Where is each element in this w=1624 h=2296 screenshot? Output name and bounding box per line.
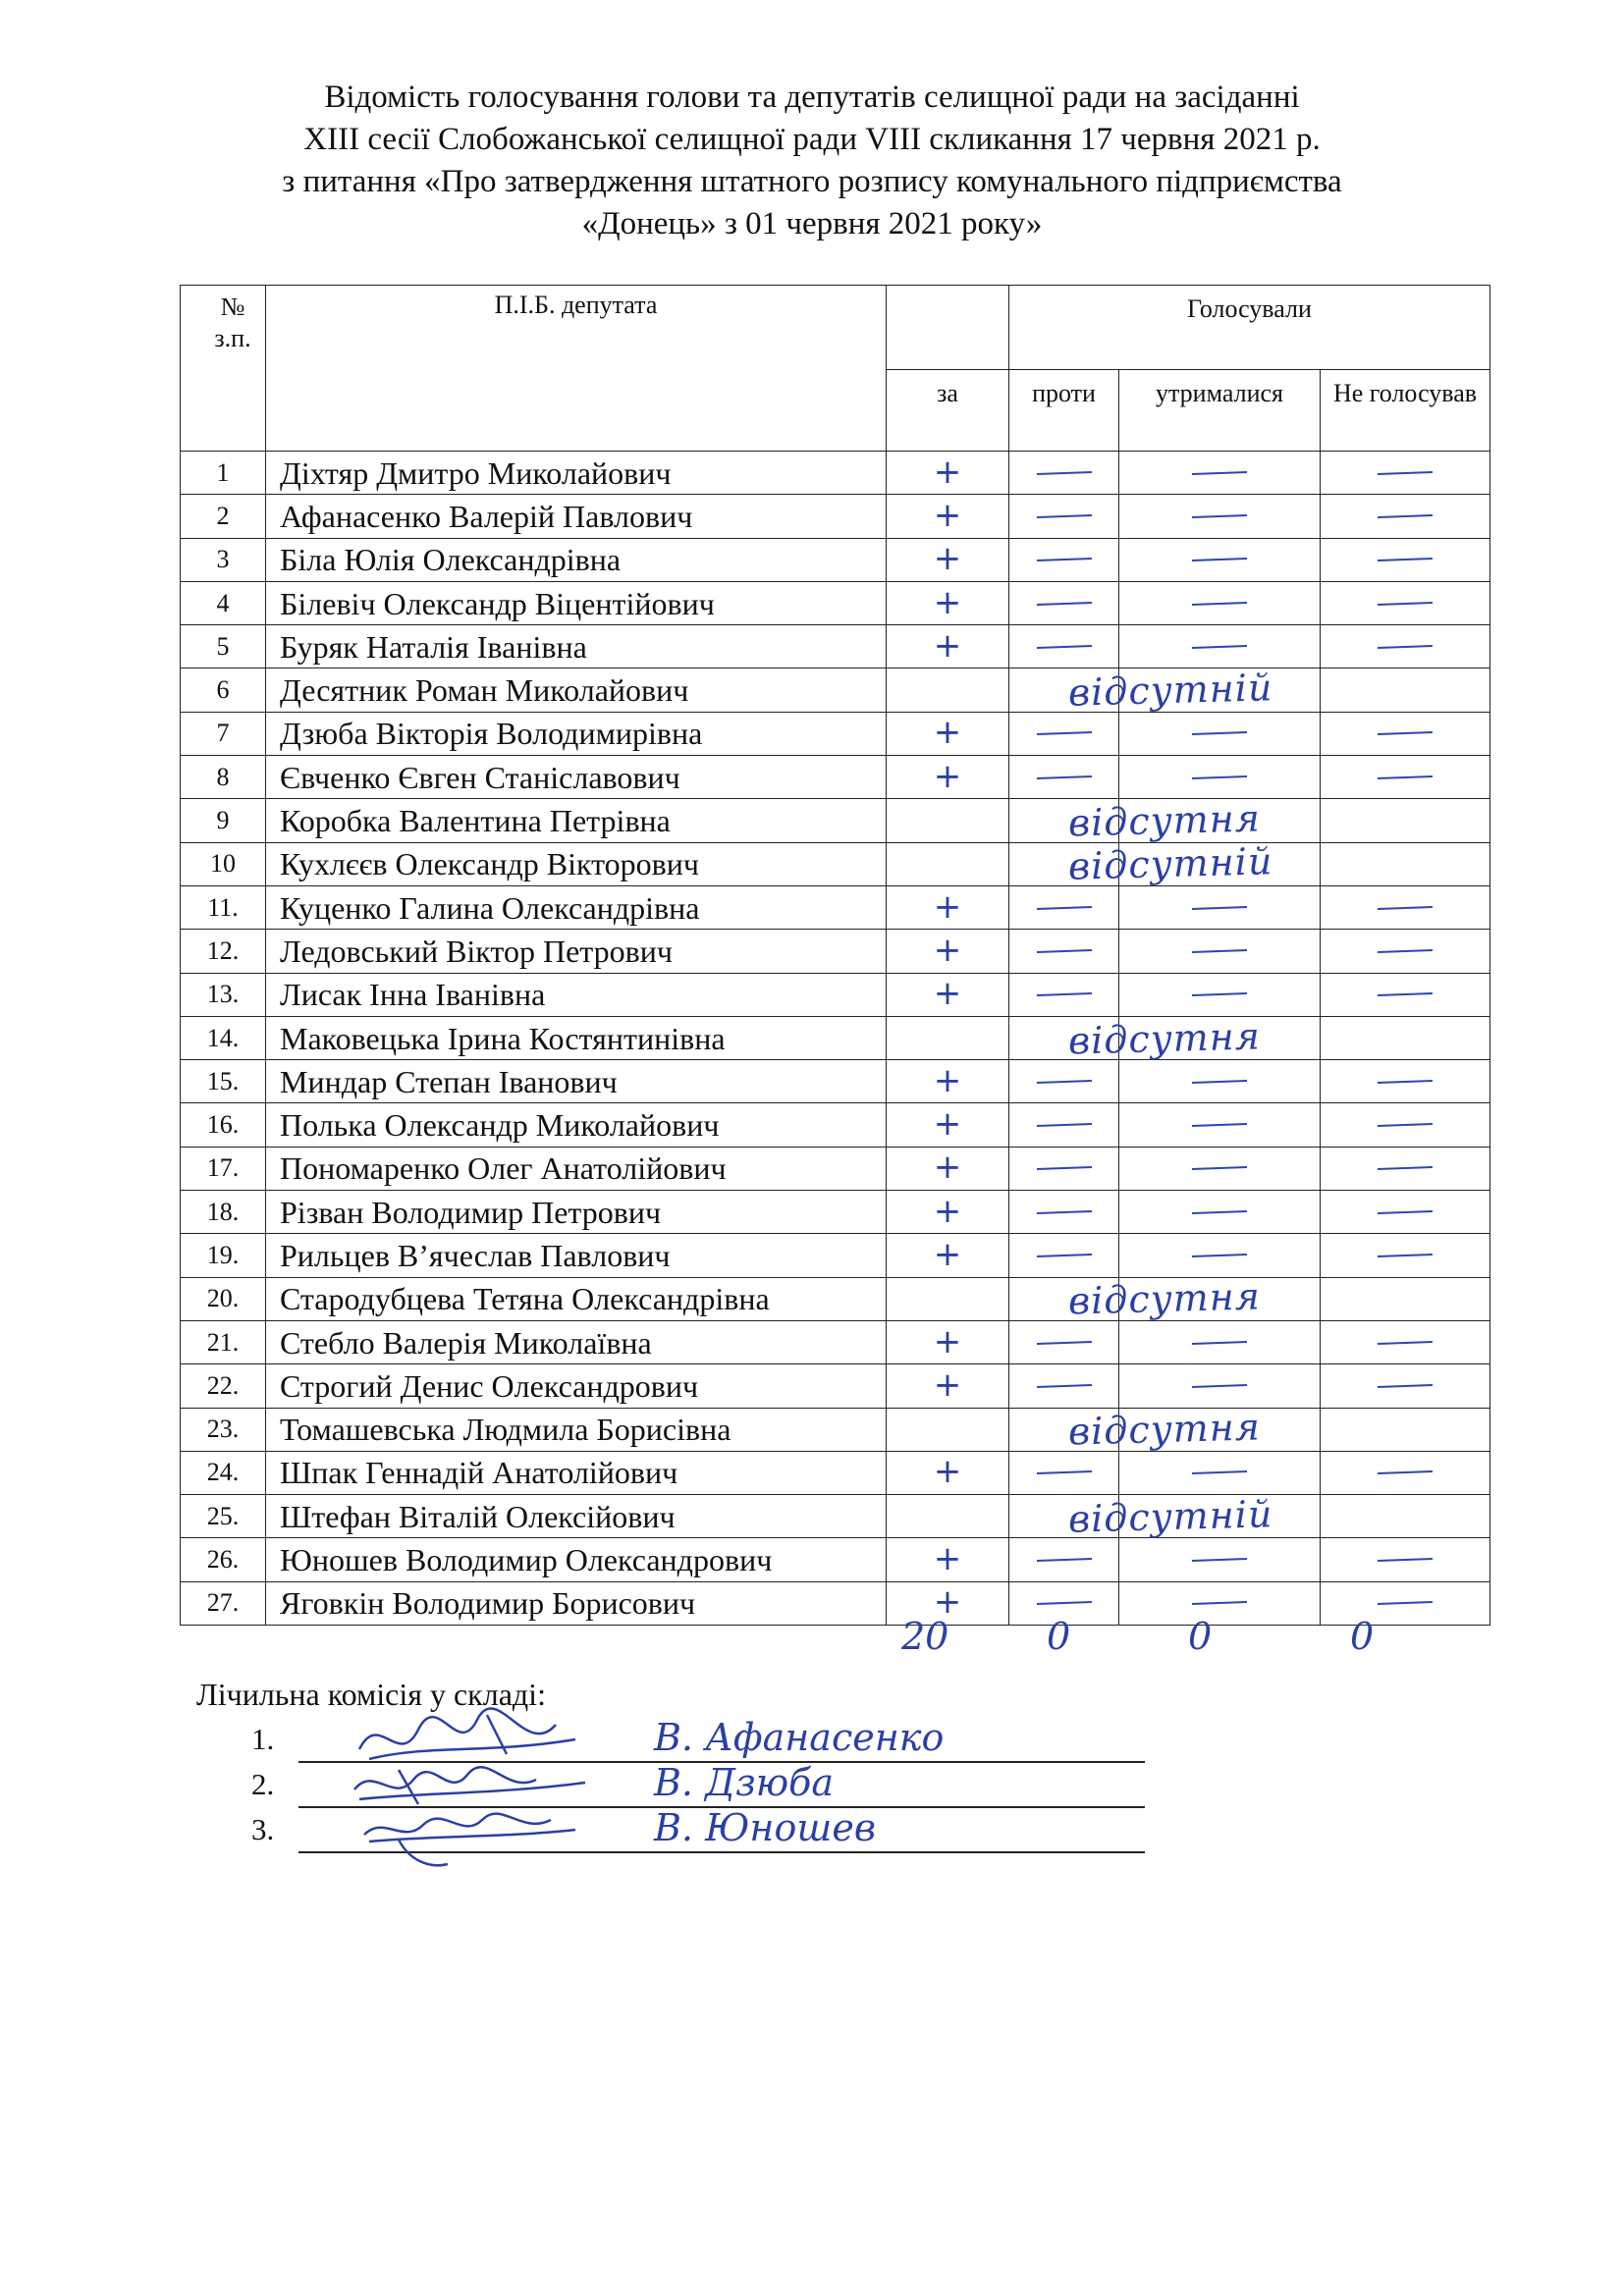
vote-ne-holosuvav-cell (1321, 668, 1490, 712)
vote-dash-mark (1192, 514, 1247, 518)
row-number: 13. (181, 973, 266, 1016)
vote-dash-mark (1378, 1470, 1433, 1474)
totals-row (0, 1615, 1624, 1674)
table-row (181, 842, 1490, 885)
table-row (181, 495, 1490, 538)
vote-dash-mark (1192, 645, 1247, 649)
deputy-name: Біла Юлія Олександрівна (266, 538, 887, 581)
table-row (181, 1060, 1490, 1103)
deputy-name: Десятник Роман Миколайович (266, 668, 887, 712)
total-za: 20 (901, 1615, 949, 1658)
header-ne-holosuvav: Не голосував (1321, 370, 1490, 452)
vote-dash-mark (1378, 645, 1433, 649)
vote-proty-cell (1009, 1538, 1119, 1581)
title-line-4: «Донець» з 01 червня 2021 року» (581, 206, 1043, 241)
vote-dash-mark (1036, 1166, 1091, 1170)
row-number: 6 (181, 668, 266, 712)
vote-dash-mark (1192, 602, 1247, 606)
vote-dash-mark (1378, 992, 1433, 996)
deputy-name: Євченко Євген Станіславович (266, 756, 887, 799)
deputy-name: Білевіч Олександр Віцентійович (266, 581, 887, 624)
vote-proty-cell (1009, 1274, 1262, 1323)
commission-label: Лічильна комісія у складі: (196, 1677, 546, 1712)
table-row (181, 668, 1490, 712)
vote-za-cell (887, 712, 1009, 755)
vote-plus-mark: + (933, 1191, 962, 1231)
vote-dash-mark (1192, 1210, 1247, 1214)
header-number: № з.п. (181, 286, 266, 452)
vote-proty-cell (1009, 1405, 1262, 1454)
vote-proty-cell (1009, 885, 1119, 929)
commission-member (251, 1806, 1145, 1855)
vote-dash-mark (1192, 1080, 1247, 1084)
vote-dash-mark (1036, 1558, 1091, 1562)
vote-za-cell (887, 1147, 1009, 1190)
table-row (181, 1234, 1490, 1277)
vote-za-cell (887, 1060, 1009, 1103)
vote-proty-cell (1009, 495, 1119, 538)
member-number: 1. (251, 1722, 275, 1756)
vote-za-cell (887, 1234, 1009, 1277)
vote-ne-cell (1321, 1103, 1490, 1147)
vote-proty-cell (1009, 1060, 1119, 1103)
vote-za-cell (887, 1277, 1009, 1320)
vote-proty-cell (1009, 452, 1119, 495)
member-number: 2. (251, 1767, 275, 1801)
row-number: 3 (181, 538, 266, 581)
deputy-name: Кухлєєв Олександр Вікторович (266, 842, 887, 885)
vote-utrym-cell (1119, 1364, 1321, 1408)
table-row (181, 930, 1490, 973)
header-name: П.І.Б. депутата (266, 286, 887, 452)
table-row (181, 1364, 1490, 1408)
signature-scribble (340, 1790, 634, 1879)
vote-dash-mark (1036, 906, 1091, 910)
vote-proty-cell (1009, 581, 1119, 624)
vote-plus-mark: + (933, 756, 962, 796)
deputy-name: Рильцев В’ячеслав Павлович (266, 1234, 887, 1277)
row-number: 11. (181, 885, 266, 929)
vote-plus-mark: + (933, 452, 962, 492)
vote-utrym-cell (1119, 1320, 1321, 1363)
vote-dash-mark (1036, 1470, 1091, 1474)
row-number: 8 (181, 756, 266, 799)
vote-utrym-cell (1119, 756, 1321, 799)
vote-za-cell (887, 842, 1009, 885)
vote-za-cell (887, 625, 1009, 668)
vote-ne-cell (1321, 1538, 1490, 1581)
vote-ne-cell (1321, 1320, 1490, 1363)
vote-ne-cell (1321, 1060, 1490, 1103)
vote-dash-mark (1192, 471, 1247, 475)
deputy-name: Лисак Інна Іванівна (266, 973, 887, 1016)
deputy-name: Юношев Володимир Олександрович (266, 1538, 887, 1581)
vote-ne-cell (1321, 495, 1490, 538)
header-voted: Голосували (1009, 286, 1490, 370)
table-row (181, 581, 1490, 624)
vote-utrym-cell (1119, 1103, 1321, 1147)
table-row (181, 756, 1490, 799)
vote-dash-mark (1378, 471, 1433, 475)
absent-note: відсутня (1067, 1274, 1262, 1323)
absent-note: відсутній (1067, 666, 1273, 715)
vote-proty-cell (1009, 1492, 1273, 1541)
deputy-name: Строгий Денис Олександрович (266, 1364, 887, 1408)
vote-za-cell (887, 1016, 1009, 1059)
vote-za-cell (887, 1320, 1009, 1363)
row-number: 7 (181, 712, 266, 755)
deputy-name: Полька Олександр Миколайович (266, 1103, 887, 1147)
vote-dash-mark (1378, 949, 1433, 953)
vote-za-cell (887, 538, 1009, 581)
vote-plus-mark: + (933, 1235, 962, 1275)
vote-proty-cell (1009, 1191, 1119, 1234)
vote-plus-mark: + (933, 1148, 962, 1188)
vote-dash-mark (1378, 775, 1433, 779)
vote-dash-mark (1378, 1601, 1433, 1605)
vote-dash-mark (1036, 514, 1091, 518)
header-utrymalysia: утрималися (1119, 370, 1321, 452)
vote-dash-mark (1192, 992, 1247, 996)
vote-ne-holosuvav-cell (1321, 1495, 1490, 1538)
vote-utrym-cell (1119, 930, 1321, 973)
vote-utrym-cell (1119, 1234, 1321, 1277)
vote-dash-mark (1036, 775, 1091, 779)
vote-za-cell (887, 1451, 1009, 1494)
vote-za-cell (887, 668, 1009, 712)
row-number: 2 (181, 495, 266, 538)
vote-dash-mark (1192, 949, 1247, 953)
vote-za-cell (887, 1538, 1009, 1581)
table-row (181, 1103, 1490, 1147)
vote-dash-mark (1378, 1558, 1433, 1562)
vote-ne-cell (1321, 973, 1490, 1016)
absent-note: відсутня (1067, 1405, 1262, 1454)
vote-plus-mark: + (933, 625, 962, 666)
vote-utrym-cell (1119, 973, 1321, 1016)
vote-utrym-cell (1119, 885, 1321, 929)
vote-utrym-cell (1119, 1147, 1321, 1190)
title-line-1: Відомість голосування голови та депутатів селищної ради на засіданні (324, 80, 1300, 115)
row-number: 16. (181, 1103, 266, 1147)
vote-proty-cell (1009, 1103, 1119, 1147)
vote-proty-cell (1009, 666, 1273, 715)
vote-za-cell (887, 930, 1009, 973)
vote-plus-mark: + (933, 1060, 962, 1100)
vote-ne-cell (1321, 1191, 1490, 1234)
vote-dash-mark (1036, 1601, 1091, 1605)
voting-table (180, 285, 1490, 1626)
vote-dash-mark (1036, 731, 1091, 735)
vote-proty-cell (1009, 1320, 1119, 1363)
vote-ne-holosuvav-cell (1321, 1277, 1490, 1320)
vote-dash-mark (1192, 1470, 1247, 1474)
vote-dash-mark (1192, 1601, 1247, 1605)
total-utrymalysia: 0 (1188, 1615, 1213, 1658)
header-za: за (887, 370, 1009, 452)
row-number: 26. (181, 1538, 266, 1581)
vote-ne-cell (1321, 930, 1490, 973)
vote-ne-cell (1321, 1364, 1490, 1408)
table-row (181, 538, 1490, 581)
row-number: 19. (181, 1234, 266, 1277)
vote-plus-mark: + (933, 1321, 962, 1362)
vote-dash-mark (1192, 1166, 1247, 1170)
member-number: 3. (251, 1812, 275, 1846)
title-line-3: з питання «Про затвердження штатного розпису комунального підприємства (282, 164, 1342, 199)
vote-za-cell (887, 1103, 1009, 1147)
vote-za-cell (887, 756, 1009, 799)
vote-dash-mark (1036, 1384, 1091, 1388)
row-number: 24. (181, 1451, 266, 1494)
vote-dash-mark (1378, 514, 1433, 518)
vote-dash-mark (1192, 558, 1247, 561)
vote-proty-cell (1009, 796, 1262, 845)
vote-dash-mark (1192, 731, 1247, 735)
deputy-name: Діхтяр Дмитро Миколайович (266, 452, 887, 495)
vote-dash-mark (1192, 1384, 1247, 1388)
vote-utrym-cell (1119, 495, 1321, 538)
row-number: 5 (181, 625, 266, 668)
deputy-name: Яговкін Володимир Борисович (266, 1581, 887, 1625)
table-row (181, 1191, 1490, 1234)
table-row (181, 1147, 1490, 1190)
vote-dash-mark (1192, 1558, 1247, 1562)
vote-za-cell (887, 581, 1009, 624)
vote-plus-mark: + (933, 974, 962, 1014)
row-number: 18. (181, 1191, 266, 1234)
vote-ne-cell (1321, 581, 1490, 624)
vote-ne-holosuvav-cell (1321, 799, 1490, 842)
table-row (181, 712, 1490, 755)
vote-dash-mark (1036, 1341, 1091, 1345)
deputy-name: Штефан Віталій Олексійович (266, 1495, 887, 1538)
vote-proty-cell (1009, 625, 1119, 668)
row-number: 20. (181, 1277, 266, 1320)
table-row (181, 625, 1490, 668)
vote-utrym-cell (1119, 452, 1321, 495)
vote-utrym-cell (1119, 538, 1321, 581)
vote-dash-mark (1036, 949, 1091, 953)
row-number: 4 (181, 581, 266, 624)
vote-dash-mark (1192, 1341, 1247, 1345)
vote-ne-cell (1321, 538, 1490, 581)
row-number: 23. (181, 1408, 266, 1451)
row-number: 9 (181, 799, 266, 842)
vote-dash-mark (1378, 602, 1433, 606)
vote-ne-cell (1321, 625, 1490, 668)
title-line-2: XIII сесії Слобожанської селищної ради VIII скликання 17 червня 2021 р. (303, 122, 1321, 157)
vote-proty-cell (1009, 973, 1119, 1016)
deputy-name: Маковецька Ірина Костянтинівна (266, 1016, 887, 1059)
deputy-name: Буряк Наталія Іванівна (266, 625, 887, 668)
header-proty: проти (1009, 370, 1119, 452)
absent-note: відсутній (1067, 839, 1273, 889)
row-number: 17. (181, 1147, 266, 1190)
table-row (181, 799, 1490, 842)
total-ne-holosuvav: 0 (1350, 1615, 1375, 1658)
vote-proty-cell (1009, 756, 1119, 799)
vote-dash-mark (1036, 471, 1091, 475)
row-number: 25. (181, 1495, 266, 1538)
vote-plus-mark: + (933, 931, 962, 971)
deputy-name: Стебло Валерія Миколаївна (266, 1320, 887, 1363)
total-proty: 0 (1047, 1615, 1071, 1658)
table-row (181, 1277, 1490, 1320)
vote-za-cell (887, 495, 1009, 538)
vote-za-cell (887, 885, 1009, 929)
table-row (181, 1408, 1490, 1451)
vote-dash-mark (1378, 1080, 1433, 1084)
table-body (181, 452, 1490, 1626)
vote-ne-holosuvav-cell (1321, 842, 1490, 885)
vote-ne-cell (1321, 452, 1490, 495)
vote-proty-cell (1009, 1451, 1119, 1494)
vote-dash-mark (1036, 602, 1091, 606)
table-row (181, 1320, 1490, 1363)
vote-plus-mark: + (933, 713, 962, 753)
vote-dash-mark (1036, 992, 1091, 996)
vote-dash-mark (1036, 1080, 1091, 1084)
vote-utrym-cell (1119, 1060, 1321, 1103)
vote-za-cell (887, 1364, 1009, 1408)
vote-dash-mark (1036, 1210, 1091, 1214)
vote-ne-cell (1321, 756, 1490, 799)
deputy-name: Миндар Степан Іванович (266, 1060, 887, 1103)
vote-proty-cell (1009, 1013, 1262, 1063)
vote-proty-cell (1009, 712, 1119, 755)
deputy-name: Різван Володимир Петрович (266, 1191, 887, 1234)
vote-proty-cell (1009, 1234, 1119, 1277)
vote-dash-mark (1036, 558, 1091, 561)
vote-ne-cell (1321, 885, 1490, 929)
vote-dash-mark (1192, 1123, 1247, 1127)
vote-dash-mark (1378, 1210, 1433, 1214)
vote-plus-mark: + (933, 582, 962, 622)
vote-plus-mark: + (933, 496, 962, 536)
row-number: 10 (181, 842, 266, 885)
deputy-name: Дзюба Вікторія Володимирівна (266, 712, 887, 755)
row-number: 22. (181, 1364, 266, 1408)
vote-dash-mark (1378, 1341, 1433, 1345)
row-number: 14. (181, 1016, 266, 1059)
member-name: В. Афанасенко (654, 1716, 945, 1759)
vote-ne-cell (1321, 1147, 1490, 1190)
row-number: 27. (181, 1581, 266, 1625)
deputy-name: Афанасенко Валерій Павлович (266, 495, 887, 538)
header-blank (887, 286, 1009, 370)
deputy-name: Куценко Галина Олександрівна (266, 885, 887, 929)
vote-dash-mark (1378, 906, 1433, 910)
table-row (181, 1016, 1490, 1059)
deputy-name: Стародубцева Тетяна Олександрівна (266, 1277, 887, 1320)
vote-za-cell (887, 1495, 1009, 1538)
vote-plus-mark: + (933, 1582, 962, 1623)
vote-utrym-cell (1119, 1451, 1321, 1494)
absent-note: відсутня (1067, 796, 1262, 845)
table-row (181, 885, 1490, 929)
table-row (181, 1451, 1490, 1494)
deputy-name: Шпак Геннадій Анатолійович (266, 1451, 887, 1494)
vote-plus-mark: + (933, 1365, 962, 1406)
vote-dash-mark (1378, 1384, 1433, 1388)
row-number: 12. (181, 930, 266, 973)
vote-ne-holosuvav-cell (1321, 1408, 1490, 1451)
member-name: В. Дзюба (654, 1761, 835, 1804)
vote-ne-holosuvav-cell (1321, 1016, 1490, 1059)
deputy-name: Коробка Валентина Петрівна (266, 799, 887, 842)
vote-dash-mark (1378, 1254, 1433, 1257)
vote-ne-cell (1321, 1234, 1490, 1277)
vote-plus-mark: + (933, 1452, 962, 1492)
table-row (181, 1538, 1490, 1581)
vote-plus-mark: + (933, 1104, 962, 1145)
vote-plus-mark: + (933, 886, 962, 927)
absent-note: відсутня (1067, 1013, 1262, 1063)
vote-plus-mark: + (933, 539, 962, 579)
vote-utrym-cell (1119, 625, 1321, 668)
table-row (181, 1495, 1490, 1538)
vote-proty-cell (1009, 1364, 1119, 1408)
table-row (181, 973, 1490, 1016)
vote-utrym-cell (1119, 1191, 1321, 1234)
vote-proty-cell (1009, 839, 1273, 889)
deputy-name: Ледовський Віктор Петрович (266, 930, 887, 973)
row-number: 1 (181, 452, 266, 495)
vote-dash-mark (1036, 645, 1091, 649)
member-name: В. Юношев (654, 1806, 876, 1849)
vote-dash-mark (1192, 775, 1247, 779)
vote-ne-cell (1321, 1451, 1490, 1494)
vote-dash-mark (1036, 1123, 1091, 1127)
vote-utrym-cell (1119, 1538, 1321, 1581)
vote-za-cell (887, 1191, 1009, 1234)
vote-proty-cell (1009, 538, 1119, 581)
vote-za-cell (887, 973, 1009, 1016)
deputy-name: Пономаренко Олег Анатолійович (266, 1147, 887, 1190)
vote-proty-cell (1009, 1147, 1119, 1190)
row-number: 15. (181, 1060, 266, 1103)
vote-dash-mark (1378, 731, 1433, 735)
vote-dash-mark (1192, 1254, 1247, 1257)
vote-ne-cell (1321, 712, 1490, 755)
vote-za-cell (887, 452, 1009, 495)
vote-dash-mark (1378, 1123, 1433, 1127)
document-title (0, 77, 1624, 245)
vote-dash-mark (1378, 1166, 1433, 1170)
row-number: 21. (181, 1320, 266, 1363)
vote-proty-cell (1009, 930, 1119, 973)
absent-note: відсутній (1067, 1492, 1273, 1541)
vote-utrym-cell (1119, 712, 1321, 755)
vote-za-cell (887, 1408, 1009, 1451)
table-row (181, 452, 1490, 495)
vote-dash-mark (1036, 1254, 1091, 1257)
vote-plus-mark: + (933, 1539, 962, 1579)
deputy-name: Томашевська Людмила Борисівна (266, 1408, 887, 1451)
vote-dash-mark (1192, 906, 1247, 910)
vote-utrym-cell (1119, 581, 1321, 624)
vote-za-cell (887, 799, 1009, 842)
vote-dash-mark (1378, 558, 1433, 561)
